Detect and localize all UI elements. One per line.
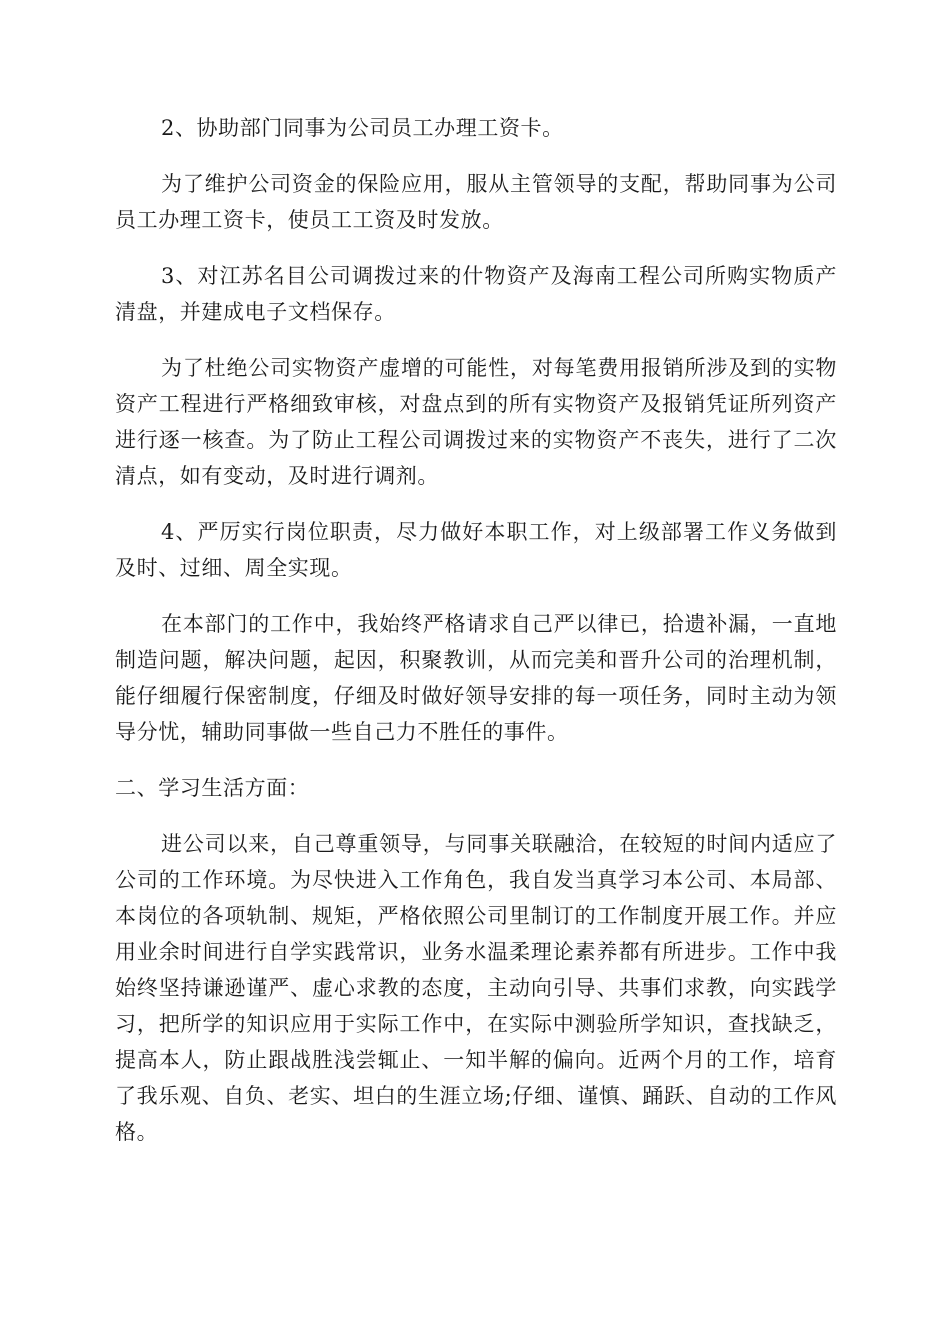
paragraph-item-3: 3、对江苏名目公司调拨过来的什物资产及海南工程公司所购实物质产清盘，并建成电子文档保存。 [115, 264, 837, 324]
section-heading-study-life: 二、学习生活方面： [115, 776, 310, 800]
document-body [115, 110, 837, 1170]
paragraph-asset-audit: 为了杜绝公司实物资产虚增的可能性，对每笔费用报销所涉及到的实物资产工程进行严格细致审核，对盘点到的所有实物资产及报销凭证所列资产进行逐一核查。为了防止工程公司调拨过来的实物资产不丧失，进行了二次清点，如有变动，及时进行调剂。 [115, 356, 837, 488]
paragraph-study-life: 进公司以来，自己尊重领导，与同事关联融洽，在较短的时间内适应了公司的工作环境。为尽快进入工作角色，我自发当真学习本公司、本局部、本岗位的各项轨制、规矩，严格依照公司里制订的工作制度开展工作。并应用业余时间进行自学实践常识，业务水温柔理论素养都有所进步。工作中我始终坚持谦逊谨严、虚心求教的态度，主动向引导、共事们求教，向实践学习，把所学的知识应用于实际工作中，在实际中测验所学知识，查找缺乏，提高本人，防止跟战胜浅尝辄止、一知半解的偏向。近两个月的工作，培育了我乐观、自负、老实、坦白的生涯立场;仔细、谨慎、踊跃、自动的工作风格。 [115, 832, 837, 1144]
paragraph-item-2: 2、协助部门同事为公司员工办理工资卡。 [161, 116, 564, 140]
paragraph-payroll-card: 为了维护公司资金的保险应用，服从主管领导的支配，帮助同事为公司员工办理工资卡，使员工工资及时发放。 [115, 172, 837, 232]
paragraph-department-work: 在本部门的工作中，我始终严格请求自己严以律已，拾遗补漏，一直地制造问题，解决问题，起因，积聚教训，从而完美和晋升公司的治理机制，能仔细履行保密制度，仔细及时做好领导安排的每一项任务，同时主动为领导分忧，辅助同事做一些自己力不胜任的事件。 [115, 612, 837, 744]
paragraph-item-4: 4、严厉实行岗位职责，尽力做好本职工作，对上级部署工作义务做到及时、过细、周全实现。 [115, 520, 837, 580]
